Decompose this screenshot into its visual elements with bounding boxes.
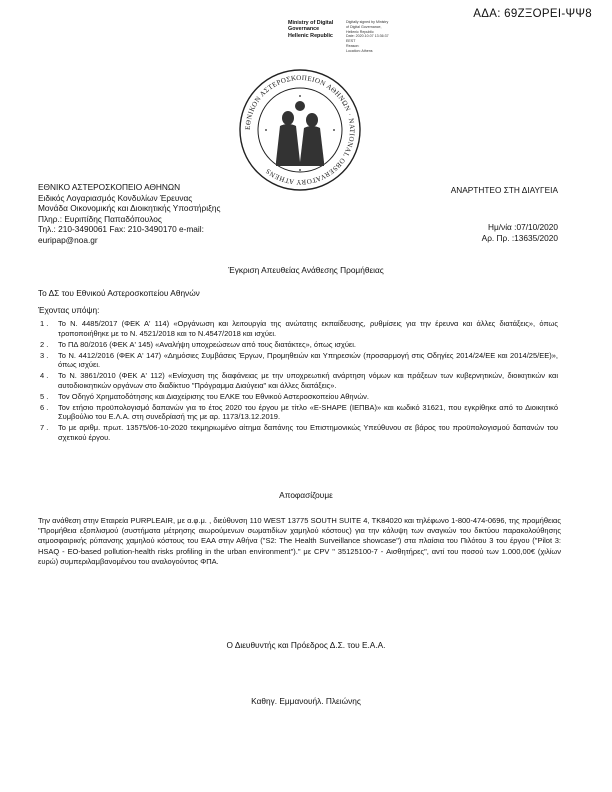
signature-detail-line: Date: 2020.10.07 13:36:37	[346, 34, 389, 39]
list-item	[38, 392, 558, 402]
signature-line: Hellenic Republic	[288, 32, 333, 39]
signature-line: Ministry of Digital	[288, 20, 334, 26]
list-item	[38, 340, 558, 350]
document-date: Ημ/νία :07/10/2020	[487, 222, 558, 232]
protocol-number: Αρ. Πρ. :13635/2020	[481, 232, 558, 243]
considerations-list	[38, 319, 558, 444]
issuer-line: Ειδικός Λογαριασμός Κονδυλίων Έρευνας	[38, 192, 193, 203]
seal-text: ΕΘΝΙΚΟΝ ΑΣΤΕΡΟΣΚΟΠΕΙΟΝ ΑΘΗΝΩΝ · NATIONAL OBSERVATORY ATHENS	[243, 73, 357, 187]
item-text: Το Ν. 4412/2016 (ΦΕΚ Α' 147) «Δημόσιες Συμβάσεις Έργων, Προμηθειών και Υπηρεσιών (προσαρμογή στις Οδηγίες 2014/24/ΕΕ και 2014/25/ΕΕ)», όπως ισχύει.	[58, 350, 558, 369]
issuer-email: euripap@noa.gr	[38, 234, 98, 245]
item-number: 1 .	[40, 319, 49, 328]
item-number: 7 .	[40, 423, 49, 432]
addressee: Το ΔΣ του Εθνικού Αστεροσκοπείου Αθηνών	[38, 288, 200, 298]
issuer-line: Μονάδα Οικονομικής και Διοικητικής Υποστήριξης	[38, 203, 221, 214]
list-item	[38, 371, 558, 390]
list-item	[38, 403, 558, 422]
item-number: 2 .	[40, 339, 49, 349]
item-number: 4 .	[40, 371, 49, 380]
ada-code: ΑΔΑ: 69ΖΞΟΡΕΙ-ΨΨ8	[473, 8, 592, 20]
issuer-line: Πληρ.: Ευριπίδης Παπαδόπουλος	[38, 213, 162, 224]
signature-detail-line: Reason:	[346, 43, 360, 48]
director-title: Ο Διευθυντής και Πρόεδρος Δ.Σ. του Ε.Α.Α.	[226, 640, 386, 650]
having-regard-heading: Έχοντας υπόψη:	[38, 305, 100, 315]
issuer-block	[38, 182, 220, 246]
item-text: Το Ν. 3861/2010 (ΦΕΚ Α' 112) «Ενίσχυση της διαφάνειας με την υποχρεωτική ανάρτηση νόμων και πράξεων των κυβερνητικών, διοικητικών και αυτοδιοικητικών οργάνων στο διαδίκτυο "Πρόγραμμα Διαύγεια" και άλλες διατάξεις».	[58, 371, 558, 390]
item-text: Το με αριθμ. πρωτ. 13575/06-10-2020 τεκμηριωμένο αίτημα δαπάνης του Επιστημονικώς Υπεύθυνου σε βάρος του προϋπολογισμού δαπανών του σχετικού έργου.	[58, 423, 558, 442]
list-item	[38, 423, 558, 442]
director-name: Καθηγ. Εμμανουήλ. Πλειώνης	[251, 696, 361, 706]
item-text: Τον Οδηγό Χρηματοδότησης και Διαχείρισης του ΕΛΚΕ του Εθνικού Αστεροσκοπείου Αθηνών.	[58, 391, 370, 401]
observatory-seal-icon	[236, 66, 364, 194]
item-number: 5 .	[40, 391, 49, 401]
signature-detail-line: Location: Athens	[346, 48, 373, 53]
issuer-line: Τηλ.: 210-3490061 Fax: 210-3490170 e-mail:	[38, 224, 204, 235]
decision-heading: Αποφασίζουμε	[279, 490, 333, 500]
signature-detail-line: Hellenic Republic	[346, 29, 374, 34]
signature-detail-line: Digitally signed by Ministry	[346, 20, 389, 24]
item-number: 6 .	[40, 402, 49, 412]
digital-signature	[288, 20, 333, 39]
item-text: Τον ετήσιο προϋπολογισμό δαπανών για το έτος 2020 του έργου με τίτλο «E-SHAPE (ΙΕΠΒΑ)» και κωδικό 31621, που εγκρίθηκε από το Διοικητικό Συμβούλιο του Ε.Λ.Α. στη συνεδρίασή της με αρ. 1173/13.12.2019.	[58, 402, 558, 421]
list-item	[38, 319, 558, 338]
signature-detail-line: of Digital Governance,	[346, 24, 382, 29]
signature-line: Governance	[288, 26, 320, 33]
item-number: 3 .	[40, 350, 49, 360]
item-text: Το Ν. 4485/2017 (ΦΕΚ Α' 114) «Οργάνωση και λειτουργία της ανώτατης εκπαίδευσης, ρυθμίσεις για την έρευνα και άλλες διατάξεις», όπως τροποποιήθηκε με το Ν. 4521/2018 και το Ν.4547/2018 και ισχύει.	[58, 319, 558, 338]
document-title: Έγκριση Απευθείας Ανάθεσης Προμήθειας	[228, 265, 384, 275]
document-dates	[482, 222, 558, 243]
signature-detail-line: EEST	[346, 39, 356, 44]
item-text: Το ΠΔ 80/2016 (ΦΕΚ Α' 145) «Αναλήψη υποχρεώσεων από τους διατάκτες», όπως ισχύει.	[58, 339, 357, 349]
digital-signature-details	[346, 20, 416, 54]
issuer-line: ΕΘΝΙΚΟ ΑΣΤΕΡΟΣΚΟΠΕΙΟ ΑΘΗΝΩΝ	[38, 182, 181, 192]
publish-notice: ΑΝΑΡΤΗΤΕΟ ΣΤΗ ΔΙΑΥΓΕΙΑ	[450, 185, 558, 195]
decision-body: Την ανάθεση στην Εταιρεία PURPLEAIR, με α.φ.μ. , διεύθυνση 110 WEST 13775 SOUTH SUITE 4, TK84020 και τηλέφωνο 1-800-474-0696, της προμήθειας "Προμήθεια εξοπλισμού (συστήματα μέτρησης αιωρούμενων σωματιδίων χαμηλού κόστους) για την κάλυψη των αναγκών του δικτύου παρακολούθησης ατμοσφαιρικής ρύπανσης χαμηλού κόστους του ΕΑΑ στην Αθήνα ("S2: The Health Surveillance showcase") στα πλαίσια του Πιλότου 3 του έργου ("Pilot 3: HSAQ - EO-based pollution-health risks profiling in the urban environment")." με CPV " 35125100-7 - Αισθητήρες", αντί του ποσού των 1.000,00€ (χιλίων ευρώ) συμπεριλαμβανομένου του αναλογούντος ΦΠΑ.	[38, 516, 561, 566]
list-item	[38, 351, 558, 370]
